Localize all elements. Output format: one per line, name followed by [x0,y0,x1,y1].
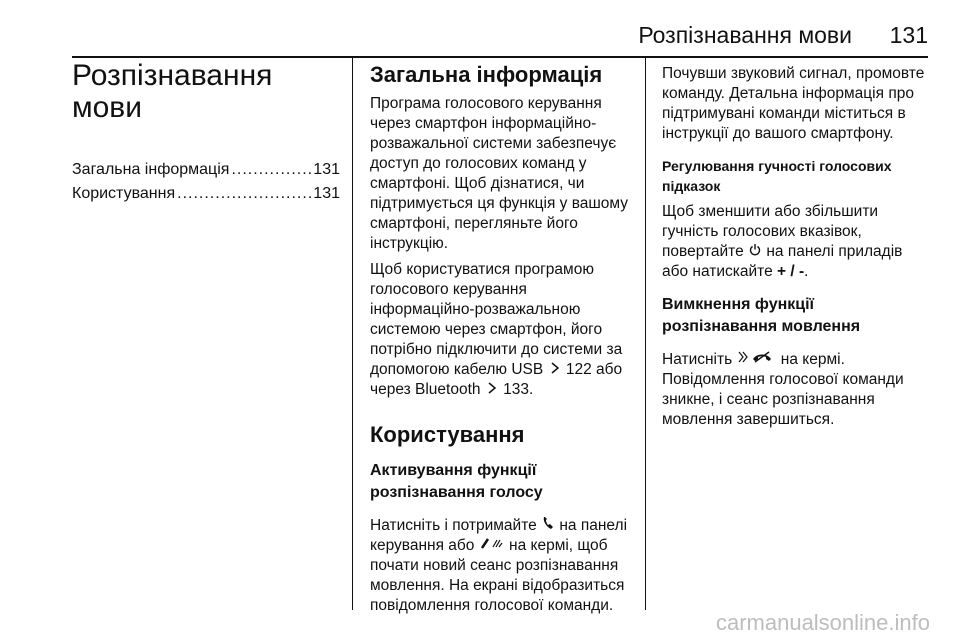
page-number: 131 [889,22,928,48]
toc-item-usage[interactable] [72,182,340,206]
subheading-volume [662,156,932,196]
section-heading-usage: Користування [370,422,525,447]
paragraph-text: Натисніть [662,351,733,368]
steering-voice-icon [479,536,505,556]
paragraph-text: . [804,263,809,280]
paragraph-text: 122 або через Bluetooth [370,361,623,398]
subheading-activate [370,460,634,504]
right-column [662,64,932,430]
section-heading-general: Загальна інформація [370,62,603,87]
toc-item-page: 131 [313,185,340,202]
paragraph-activate [370,516,634,616]
paragraph-text: 133. [503,381,534,398]
column-divider-1 [352,58,353,610]
mute-hangup-icon [736,350,776,370]
chapter-title [72,60,340,124]
toc-item-general[interactable] [72,158,340,182]
subheading-line: Вимкнення функції [662,296,815,313]
paragraph-text: на панелі керування або [370,517,628,554]
paragraph-text: на кермі. [780,351,845,368]
toc-dots [231,158,311,182]
paragraph-intro: Програма голосового керування через смартфон інформаційно-розважальної системи забезпечує доступ до голосових команд у смартфоні. Щоб дізнатися, чи підтримується ця функція у вашому смартфоні, перегляньте його інструкцію. [370,95,629,252]
left-column [72,60,340,206]
paragraph-text: Натисніть і потримайте [370,517,537,534]
paragraph-end: Повідомлення голосової команди зникне, і сеанс розпізнавання мовлення завершиться. [662,371,904,428]
middle-column [370,60,634,616]
toc-item-label: Загальна інформація [72,161,230,178]
subheading-line: розпізнавання голосу [370,484,543,501]
paragraph-text: на кермі, щоб почати новий сеанс розпізнавання мовлення. На екрані відобразиться повідомлення голосової команди. [370,537,625,614]
paragraph-command: Почувши звуковий сигнал, промовте команду. Детальна інформація про підтримувані команди міститься в інструкції до вашого смартфону. [662,65,925,142]
chapter-title-line1: Розпізнавання [72,59,273,92]
toc-dots [177,182,311,206]
watermark: carmanualsonline.info [715,610,930,635]
subheading-line: розпізнавання мовлення [662,318,861,335]
phone-icon [541,516,555,536]
power-knob-icon [748,242,762,262]
toc-item-page: 131 [313,161,340,178]
page-header-title: Розпізнавання мови [638,22,852,48]
paragraph-text: на панелі приладів або натискайте [662,243,903,280]
paragraph-disable [662,350,932,370]
table-of-contents [72,158,340,206]
subheading-line: Регулювання гучності голосових [662,158,892,174]
subheading-line: підказок [662,178,721,194]
paragraph-text: Щоб зменшити або збільшити гучність голосових вказівок, повертайте [662,203,879,260]
header-rule [72,56,928,58]
paragraph-volume [662,202,932,282]
ref-arrow-icon [485,380,499,400]
subheading-disable [662,294,932,338]
column-divider-2 [645,58,646,610]
paragraph-text: Щоб користуватися програмою голосового керування інформаційно-розважальною системою через смартфон, його потрібно підключити до системи за допомогою кабелю USB [370,261,623,378]
subheading-line: Активування функції [370,462,537,479]
ref-arrow-icon [548,360,562,380]
toc-item-label: Користування [72,185,176,202]
paragraph-connection [370,260,634,400]
chapter-title-line2: мови [72,91,143,124]
volume-keys-label: + / - [777,263,805,280]
